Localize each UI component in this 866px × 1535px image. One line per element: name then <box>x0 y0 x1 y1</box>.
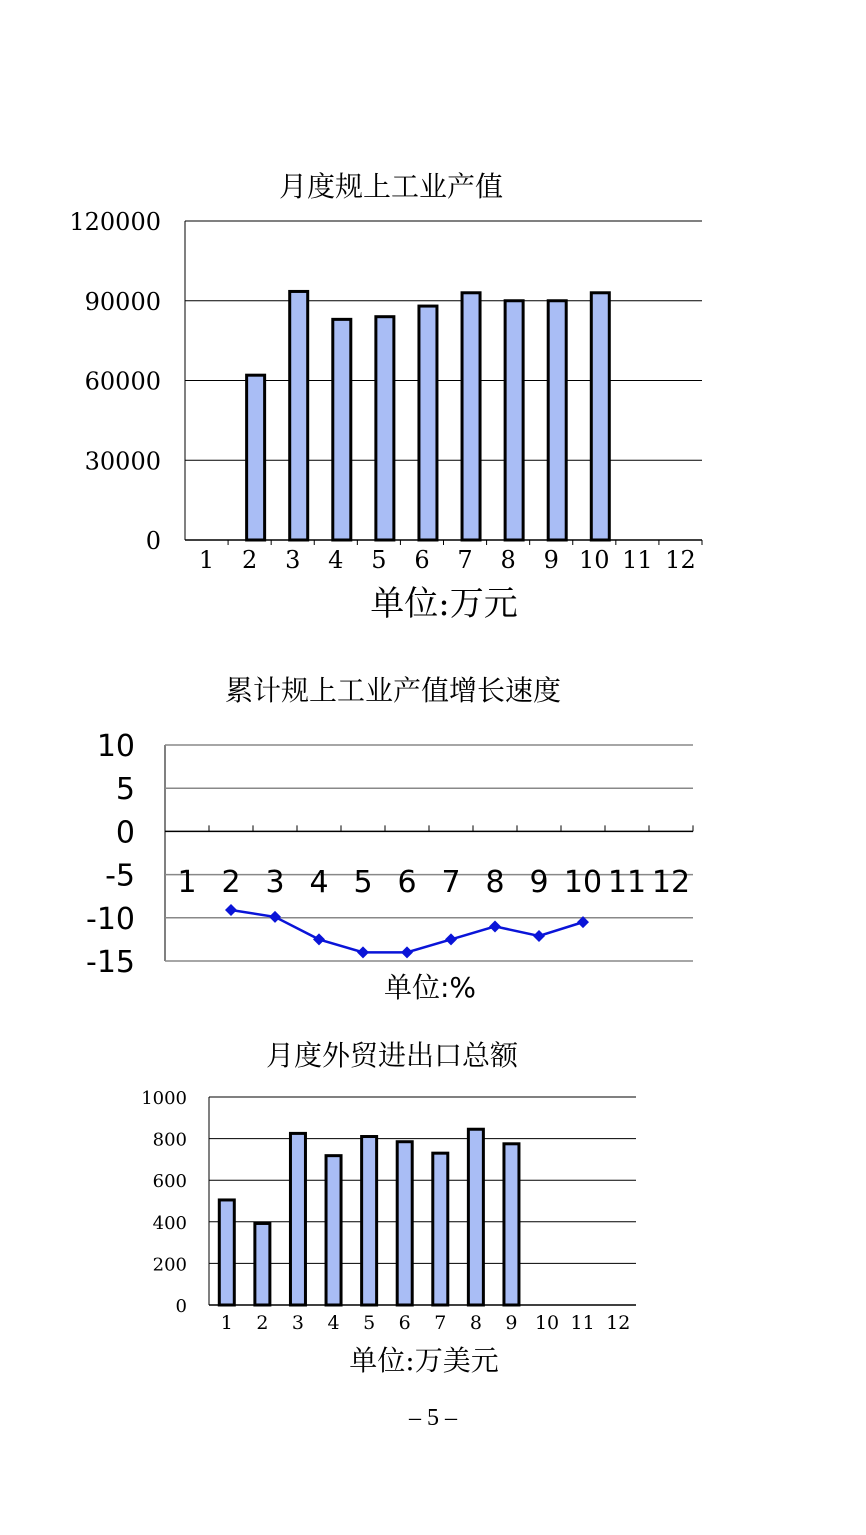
chart1-x-tick-label: 6 <box>414 546 430 574</box>
chart1-bar <box>247 375 265 540</box>
chart1-x-tick-label: 3 <box>285 546 301 574</box>
chart2-data-point <box>313 933 325 945</box>
chart2-x-tick-label: 11 <box>607 865 647 900</box>
chart2-x-tick-label: 2 <box>221 865 241 900</box>
chart2-data-point <box>533 930 545 942</box>
chart2-y-tick-label: -10 <box>86 901 135 937</box>
chart2-y-tick-label: -15 <box>86 945 135 980</box>
chart2-x-tick-label: 6 <box>397 865 417 900</box>
chart3-y-tick-label: 1000 <box>141 1088 187 1109</box>
chart2-x-tick-label: 10 <box>563 865 603 900</box>
chart2-data-point <box>225 904 237 916</box>
chart1-x-tick-label: 4 <box>328 546 344 574</box>
chart2-title: 累计规上工业产值增长速度 <box>224 674 562 707</box>
chart3-bar <box>504 1144 519 1305</box>
chart2-data-point <box>489 920 501 932</box>
chart1-bar <box>376 317 394 540</box>
chart3-y-tick-label: 800 <box>152 1129 187 1151</box>
chart3-y-tick-label: 200 <box>152 1254 187 1276</box>
chart3-x-tick-label: 6 <box>398 1312 411 1334</box>
chart1-x-tick-label: 11 <box>622 546 653 574</box>
chart3-bar <box>290 1133 305 1305</box>
chart-cumulative-growth-rate <box>86 674 693 1004</box>
chart1-x-tick-label: 1 <box>198 546 215 574</box>
chart1-x-tick-label: 12 <box>665 546 696 574</box>
chart2-y-tick-label: 0 <box>115 815 135 851</box>
chart1-bar <box>548 301 566 540</box>
chart1-y-tick-label: 0 <box>145 527 161 555</box>
chart1-y-tick-label: 60000 <box>84 367 161 396</box>
chart3-x-tick-label: 3 <box>291 1312 305 1334</box>
chart3-bar <box>468 1129 483 1305</box>
chart1-y-tick-label: 90000 <box>84 287 161 316</box>
chart1-bar <box>290 291 308 540</box>
chart3-x-tick-label: 7 <box>434 1312 447 1334</box>
chart3-x-tick-label: 12 <box>606 1312 631 1334</box>
chart3-title: 月度外贸进出口总额 <box>265 1039 519 1072</box>
chart3-bar <box>397 1142 412 1305</box>
chart1-x-tick-label: 9 <box>543 546 559 574</box>
chart2-y-tick-label: -5 <box>105 858 135 894</box>
chart3-y-tick-label: 600 <box>152 1171 187 1193</box>
chart1-unit-label: 单位:万元 <box>370 584 518 624</box>
chart3-y-tick-label: 400 <box>152 1212 187 1234</box>
chart3-bar <box>433 1153 448 1305</box>
chart1-bar <box>462 293 480 540</box>
chart2-x-tick-label: 5 <box>353 865 373 900</box>
chart3-x-tick-label: 8 <box>469 1312 482 1334</box>
chart3-x-tick-label: 2 <box>256 1312 269 1334</box>
chart2-y-tick-label: 5 <box>115 772 135 808</box>
chart1-title: 月度规上工业产值 <box>278 170 504 203</box>
chart2-x-tick-label: 9 <box>529 865 549 900</box>
chart3-x-tick-label: 9 <box>505 1312 518 1334</box>
chart3-x-tick-label: 10 <box>534 1312 560 1334</box>
chart2-x-tick-label: 8 <box>485 865 505 900</box>
chart2-data-point <box>401 946 413 958</box>
chart2-x-tick-label: 4 <box>309 865 329 900</box>
chart1-x-tick-label: 7 <box>457 546 473 574</box>
chart-monthly-foreign-trade <box>141 1039 636 1377</box>
chart2-data-point <box>269 911 281 923</box>
chart3-unit-label: 单位:万美元 <box>349 1344 499 1377</box>
chart3-x-tick-label: 11 <box>570 1312 595 1334</box>
chart2-x-tick-label: 12 <box>651 865 691 900</box>
chart1-x-tick-label: 8 <box>500 546 516 574</box>
chart3-bar <box>255 1223 270 1305</box>
chart2-data-point <box>357 946 369 958</box>
chart2-x-tick-label: 1 <box>177 865 197 900</box>
chart2-x-tick-label: 3 <box>265 865 285 900</box>
chart3-bar <box>219 1200 234 1305</box>
chart2-x-tick-label: 7 <box>441 865 461 900</box>
chart1-bar <box>333 319 351 540</box>
chart3-y-tick-label: 0 <box>175 1296 187 1317</box>
chart2-series-line <box>231 910 583 952</box>
chart1-y-tick-label: 120000 <box>69 208 161 236</box>
chart2-data-point <box>445 933 457 945</box>
chart1-x-tick-label: 5 <box>371 546 387 574</box>
chart2-y-tick-label: 10 <box>96 729 135 764</box>
chart1-bar <box>419 306 437 540</box>
chart1-x-tick-label: 10 <box>579 546 610 574</box>
chart1-y-tick-label: 30000 <box>84 447 161 476</box>
chart1-bar <box>505 301 523 540</box>
chart-monthly-industrial-output <box>69 170 702 624</box>
chart1-x-tick-label: 2 <box>241 546 258 574</box>
chart3-bar <box>362 1137 377 1305</box>
page-number: – 5 – <box>409 1405 457 1431</box>
chart3-x-tick-label: 5 <box>363 1312 376 1334</box>
chart3-x-tick-label: 4 <box>327 1312 340 1334</box>
chart2-unit-label: 单位:% <box>383 971 477 1004</box>
chart3-bar <box>326 1156 341 1305</box>
chart3-x-tick-label: 1 <box>220 1312 233 1334</box>
chart1-bar <box>591 293 609 540</box>
